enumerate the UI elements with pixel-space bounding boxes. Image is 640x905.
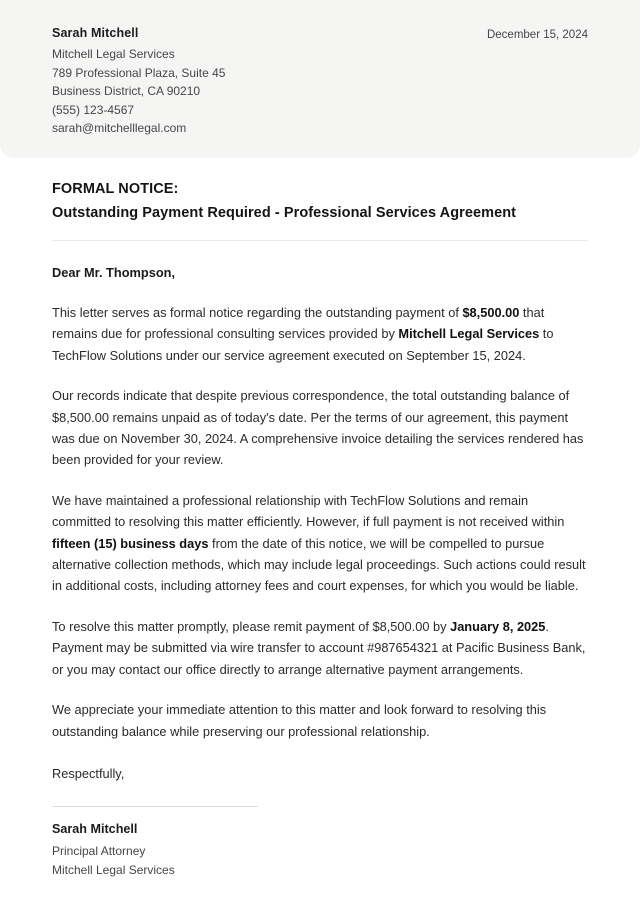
sender-phone: (555) 123-4567 — [52, 102, 135, 117]
sender-address-block — [52, 24, 225, 138]
closing-salutation: Respectfully, — [52, 765, 125, 781]
notice-subject: Outstanding Payment Required - Professional Services Agreement — [52, 205, 517, 221]
signature-block — [52, 806, 588, 880]
paragraph-1-text-c: to TechFlow Solutions under our service agreement executed on September 15, 2024. — [52, 326, 554, 363]
due-date-emphasis: January 8, 2025 — [450, 618, 546, 634]
letter-body — [0, 158, 640, 880]
deadline-window-emphasis: fifteen (15) business days — [52, 535, 209, 551]
paragraph-4-text-a: To resolve this matter promptly, please remit payment of $8,500.00 by — [52, 618, 451, 634]
sender-street-address: 789 Professional Plaza, Suite 45 — [52, 65, 226, 80]
notice-heading-block — [52, 158, 588, 225]
provider-name-emphasis: Mitchell Legal Services — [398, 326, 540, 342]
notice-label: FORMAL NOTICE: — [52, 181, 179, 197]
signatory-title: Principal Attorney — [52, 844, 146, 859]
signature-line — [52, 806, 258, 807]
header-divider — [52, 240, 588, 241]
paragraph-1 — [52, 302, 588, 366]
paragraph-3-text-b: from the date of this notice, we will be compelled to pursue alternative collection methods, which may include legal proceedings. Such actions could result in additional costs, including attorney fees and court expenses, for which you would be liable. — [52, 535, 586, 594]
paragraph-3-text-a: We have maintained a professional relationship with TechFlow Solutions and remain committed to resolving this matter efficiently. However, if full payment is not received within — [52, 492, 565, 530]
sender-email: sarah@mitchelllegal.com — [52, 121, 187, 135]
sender-name: Sarah Mitchell — [52, 26, 139, 40]
paragraph-2: Our records indicate that despite previous correspondence, the total outstanding balance of $8,500.00 remains unpaid as of today's date. Per the terms of our agreement, this payment was due on November 30, 2024. A comprehensive invoice detailing the services rendered has been provided for your review. — [52, 388, 584, 468]
sender-city-state-zip: Business District, CA 90210 — [52, 84, 201, 98]
letterhead-panel — [0, 0, 640, 158]
paragraph-1-text-b: that remains due for professional consulting services provided by — [52, 305, 545, 342]
paragraph-4 — [52, 616, 588, 680]
amount-due-emphasis: $8,500.00 — [462, 305, 520, 320]
paragraph-3 — [52, 490, 588, 597]
sender-organization: Mitchell Legal Services — [52, 47, 175, 61]
signatory-organization: Mitchell Legal Services — [52, 863, 175, 878]
letter-date: December 15, 2024 — [486, 29, 588, 41]
paragraph-4-text-b: . Payment may be submitted via wire transfer to account #987654321 at Pacific Business Bank, or you may contact our office directly to arrange alternative payment arrangements. — [52, 618, 586, 677]
signatory-name: Sarah Mitchell — [52, 822, 138, 837]
paragraph-1-text-a: This letter serves as formal notice regarding the outstanding payment of — [52, 305, 463, 320]
paragraph-5: We appreciate your immediate attention to this matter and look forward to resolving this outstanding balance while preserving our professional relationship. — [52, 702, 547, 739]
salutation: Dear Mr. Thompson, — [52, 265, 176, 280]
